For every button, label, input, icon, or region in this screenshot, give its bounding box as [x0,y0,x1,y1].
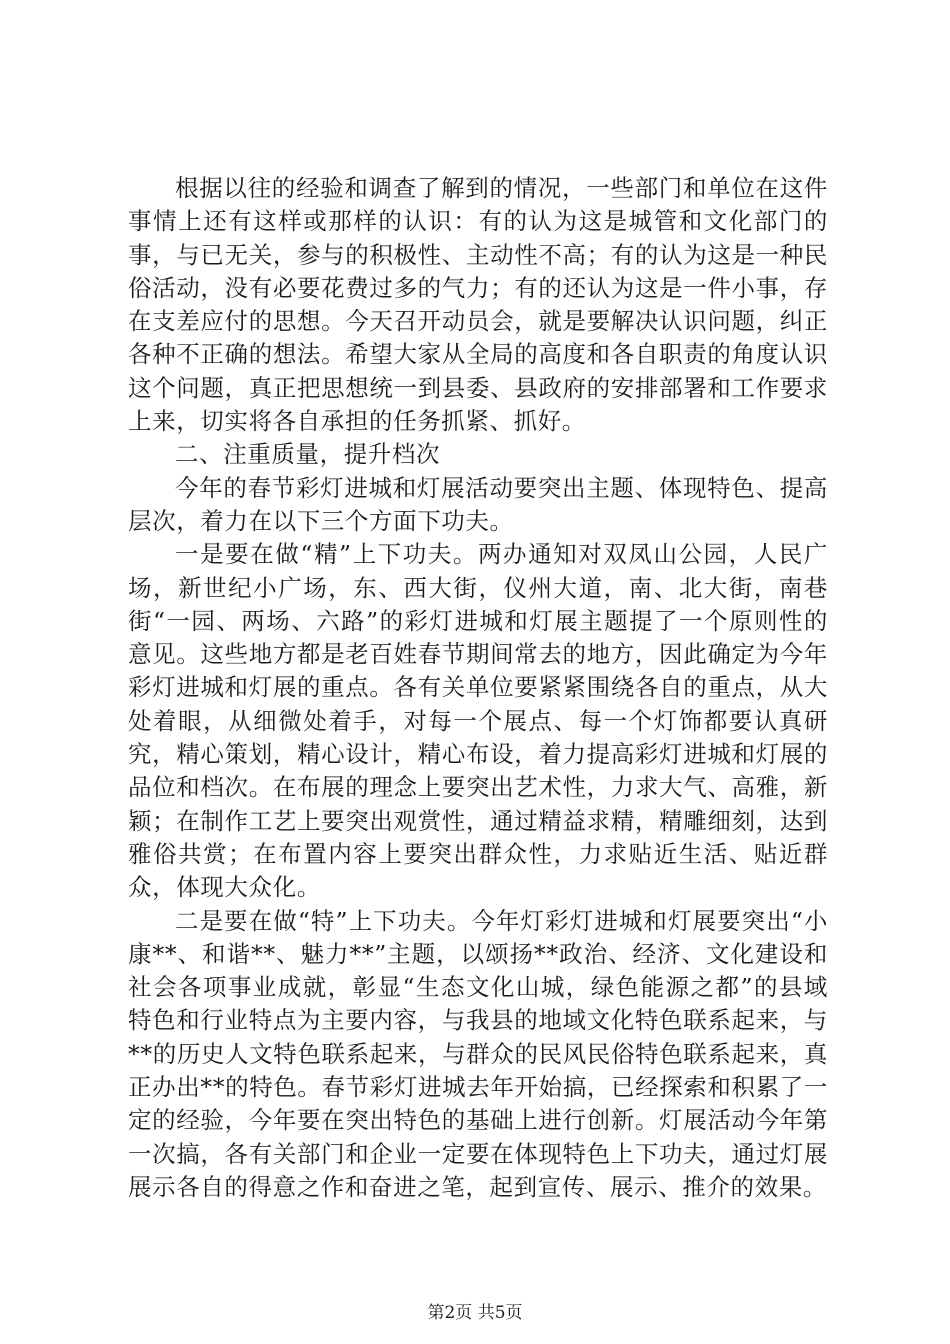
section-heading-quality: 二、注重质量，提升档次 [175,440,441,469]
paragraph-jing: 一是要在做“精”上下功夫。两办通知对双凤山公园，人民广场，新世纪小广场，东、西大街，仪州大道，南、北大街，南巷街“一园、两场、六路”的彩灯进城和灯展主题提了一个原则性的意见。这些地方都是老百姓春节期间常去的地方，因此确定为今年彩灯进城和灯展的重点。各有关单位要紧紧围绕各自的重点，从大处着眼，从细微处着手，对每一个展点、每一个灯饰都要认真研究，精心策划，精心设计，精心布设，着力提高彩灯进城和灯展的品位和档次。在布展的理念上要突出艺术性，力求大气、高雅，新颖；在制作工艺上要突出观赏性，通过精益求精，精雕细刻，达到雅俗共赏；在布置内容上要突出群众性，力求贴近生活、贴近群众，体现大众化。 [128,540,828,902]
paragraph-te: 二是要在做“特”上下功夫。今年灯彩灯进城和灯展要突出“小康**、和谐**、魅力**”主题，以颂扬**政治、经济、文化建设和社会各项事业成就，彰显“生态文化山城，绿色能源之都”的县域特色和行业特点为主要内容，与我县的地域文化特色联系起来，与**的历史人文特色联系起来，与群众的民风民俗特色联系起来，真正办出**的特色。春节彩灯进城去年开始搞，已经探索和积累了一定的经验，今年要在突出特色的基础上进行创新。灯展活动今年第一次搞，各有关部门和企业一定要在体现特色上下功夫，通过灯展展示各自的得意之作和奋进之笔，起到宣传、展示、推介的效果。 [128,906,828,1201]
page-footer: 第2页 共5页 [427,1303,523,1323]
document-body [128,172,828,1204]
paragraph-intro: 今年的春节彩灯进城和灯展活动要突出主题、体现特色、提高层次，着力在以下三个方面下功夫。 [128,473,828,535]
paragraph-understanding: 根据以往的经验和调查了解到的情况，一些部门和单位在这件事情上还有这样或那样的认识：有的认为这是城管和文化部门的事，与已无关，参与的积极性、主动性不高；有的认为这是一种民俗活动，没有必要花费过多的气力；有的还认为这是一件小事，存在支差应付的思想。今天召开动员会，就是要解决认识问题，纠正各种不正确的想法。希望大家从全局的高度和各自职责的角度认识这个问题，真正把思想统一到县委、县政府的安排部署和工作要求上来，切实将各自承担的任务抓紧、抓好。 [128,174,828,436]
